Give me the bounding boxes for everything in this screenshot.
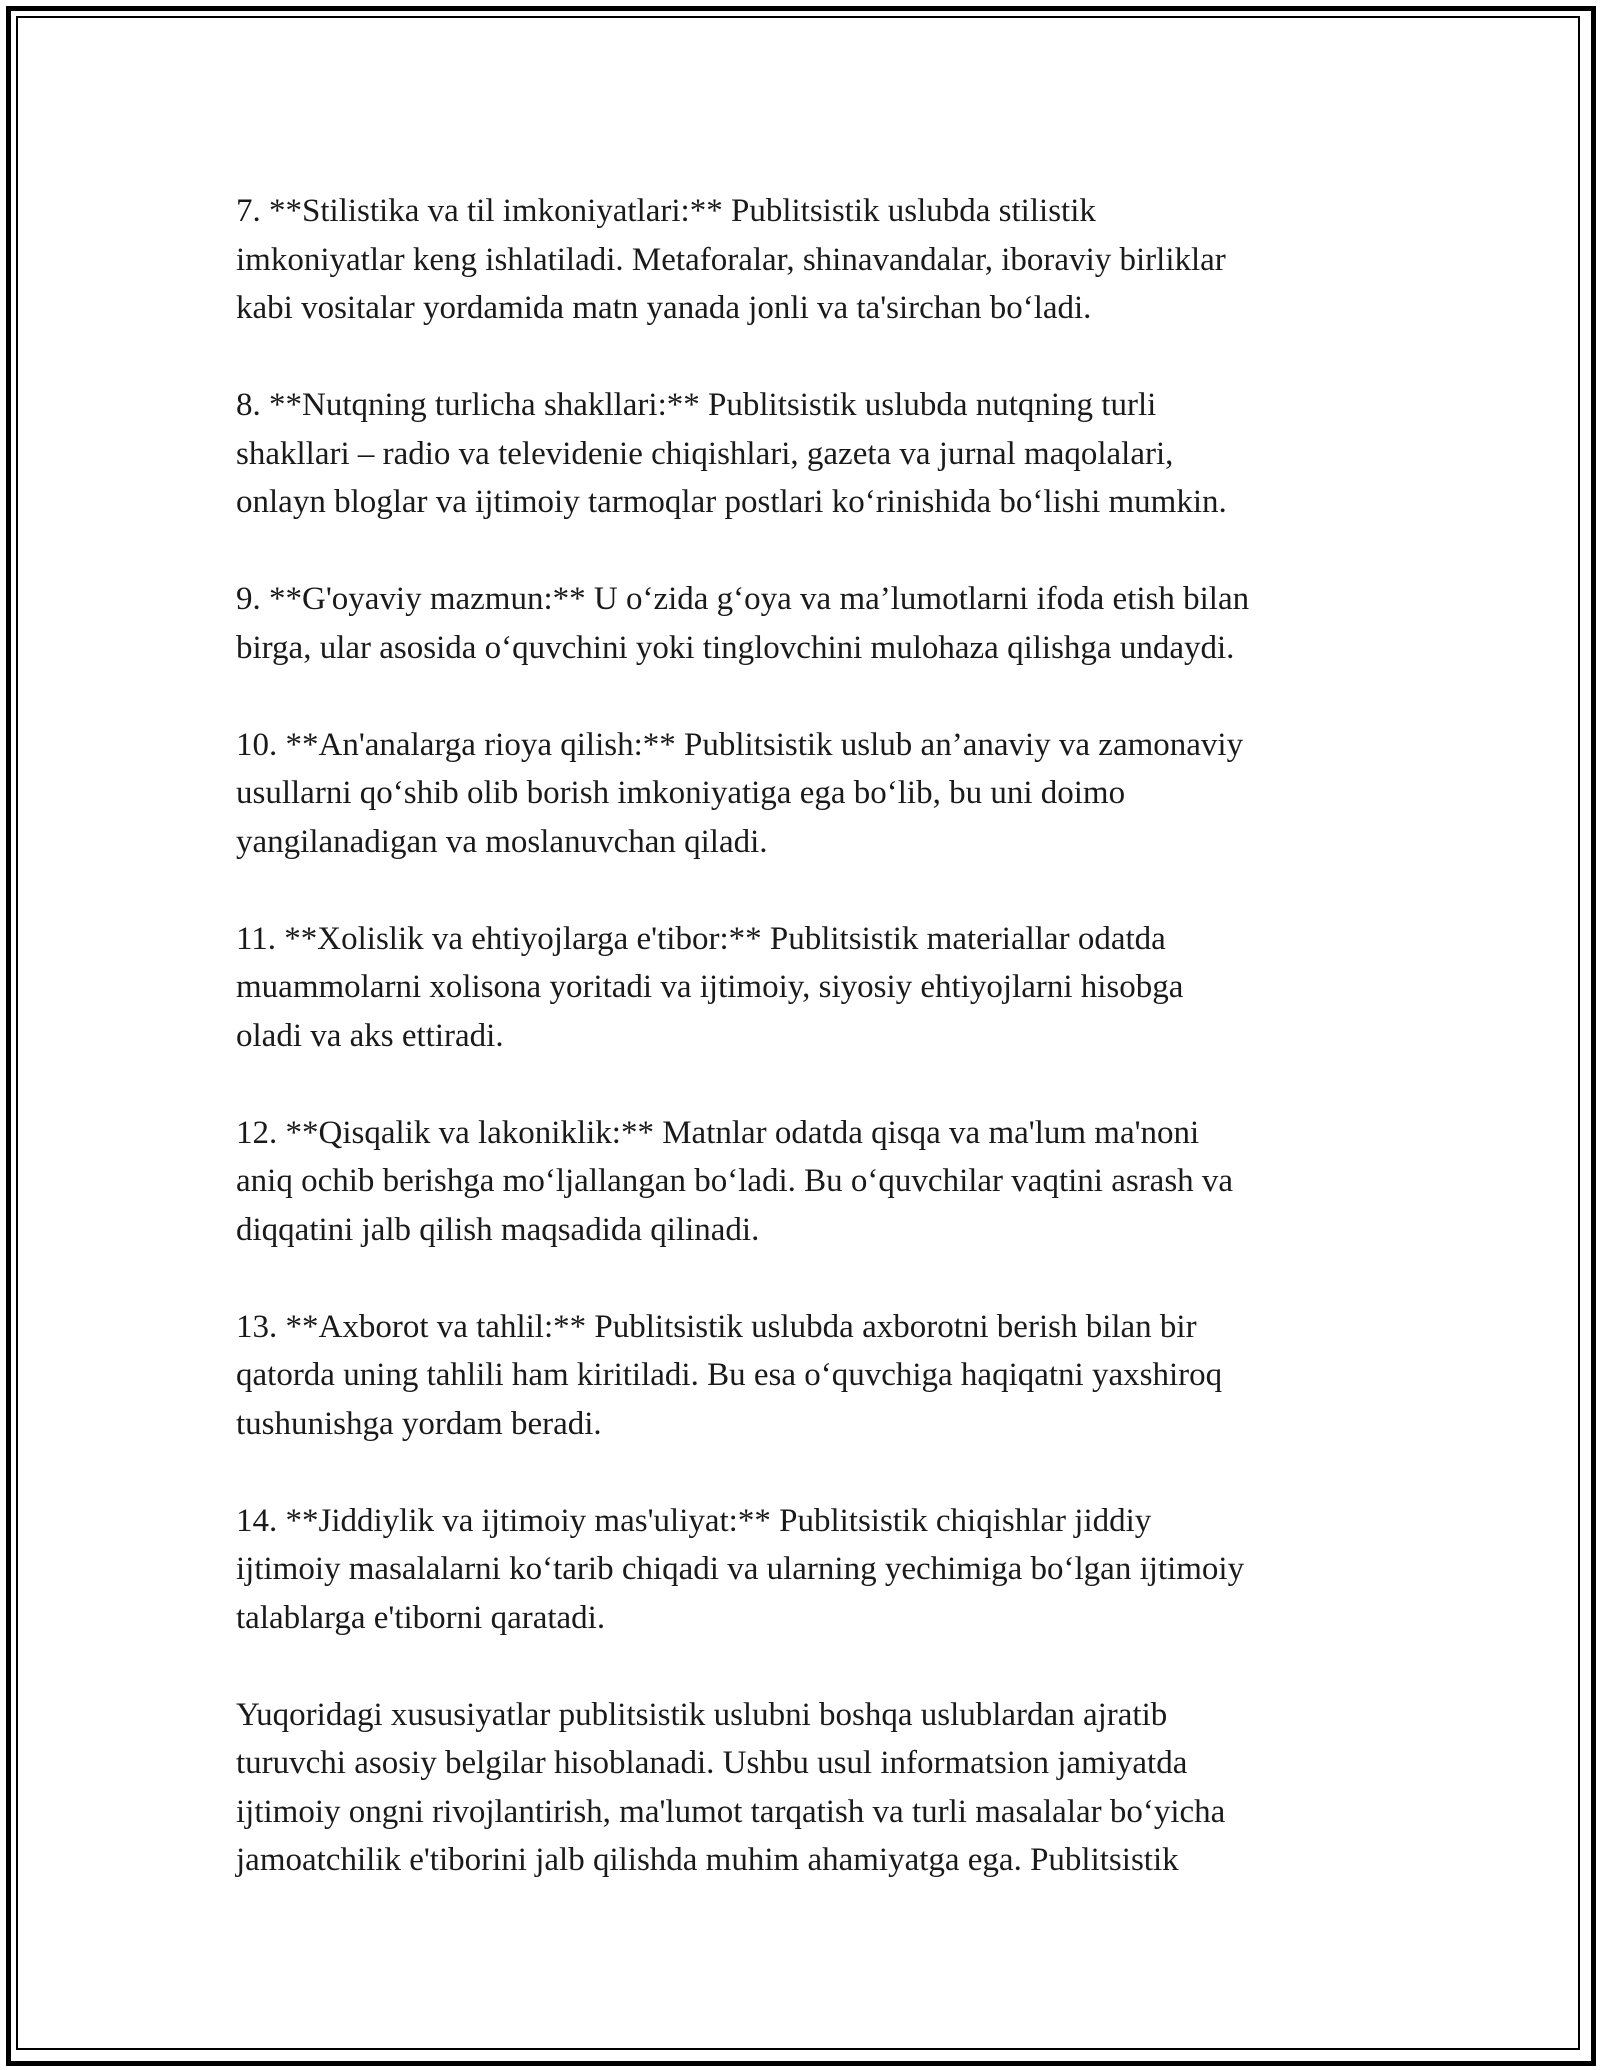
text-line: tushunishga yordam beradi. (236, 1405, 602, 1442)
text-line: Yuqoridagi xususiyatlar publitsistik uslubni boshqa uslublardan ajratib (236, 1696, 1168, 1733)
text-line: onlayn bloglar va ijtimoiy tarmoqlar postlari ko‘rinishida bo‘lishi mumkin. (236, 484, 1227, 520)
text-line: 8. **Nutqning turlicha shakllari:** Publitsistik uslubda nutqning turli (236, 387, 1157, 423)
text-line: qatorda uning tahlili ham kiritiladi. Bu esa o‘quvchiga haqiqatni yaxshiroq (236, 1357, 1223, 1393)
text-line: 13. **Axborot va tahlil:** Publitsistik uslubda axborotni berish bilan bir (236, 1308, 1197, 1345)
text-line: 11. **Xolislik va ehtiyojlarga e'tibor:** Publitsistik materiallar odatda (236, 920, 1166, 957)
text-line: 12. **Qisqalik va lakoniklik:** Matnlar odatda qisqa va ma'lum ma'noni (236, 1114, 1200, 1151)
text-line: 10. **An'analarga rioya qilish:** Publitsistik uslub an’anaviy va zamonaviy (236, 726, 1244, 763)
text-line: ijtimoiy ongni rivojlantirish, ma'lumot tarqatish va turli masalalar bo‘yicha (236, 1793, 1226, 1830)
list-item-paragraph (236, 1497, 1406, 1643)
text-line: imkoniyatlar keng ishlatiladi. Metaforalar, shinavandalar, iboraviy birliklar (236, 241, 1226, 278)
text-line: jamoatchilik e'tiborini jalb qilishda muhim ahamiyatga ega. Publitsistik (236, 1842, 1179, 1878)
text-line: oladi va aks ettiradi. (236, 1017, 504, 1054)
document-body (236, 187, 1406, 1885)
list-item-paragraph (236, 575, 1406, 672)
list-item-paragraph (236, 187, 1406, 333)
text-line: birga, ular asosida o‘quvchini yoki tinglovchini mulohaza qilishga undaydi. (236, 629, 1235, 666)
list-item-paragraph (236, 721, 1406, 867)
text-line: 14. **Jiddiylik va ijtimoiy mas'uliyat:** Publitsistik chiqishlar jiddiy (236, 1502, 1152, 1539)
text-line: talablarga e'tiborni qaratadi. (236, 1599, 606, 1636)
text-line: 9. **G'oyaviy mazmun:** U o‘zida g‘oya va ma’lumotlarni ifoda etish bilan (236, 581, 1250, 617)
text-line: shakllari – radio va televidenie chiqishlari, gazeta va jurnal maqolalari, (236, 435, 1174, 472)
list-item-paragraph (236, 1109, 1406, 1255)
text-line: ijtimoiy masalalarni ko‘tarib chiqadi va ularning yechimiga bo‘lgan ijtimoiy (236, 1551, 1245, 1587)
text-line: aniq ochib berishga mo‘ljallangan bo‘ladi. Bu o‘quvchilar vaqtini asrash va (236, 1163, 1234, 1199)
list-item-paragraph (236, 1303, 1406, 1449)
list-item-paragraph (236, 915, 1406, 1061)
text-line: yangilanadigan va moslanuvchan qiladi. (236, 823, 768, 860)
text-line: usullarni qo‘shib olib borish imkoniyatiga ega bo‘lib, bu uni doimo (236, 775, 1126, 811)
text-line: diqqatini jalb qilish maqsadida qilinadi. (236, 1211, 760, 1248)
text-line: 7. **Stilistika va til imkoniyatlari:** Publitsistik uslubda stilistik (236, 193, 1096, 229)
text-line: turuvchi asosiy belgilar hisoblanadi. Ushbu usul informatsion jamiyatda (236, 1745, 1188, 1781)
text-line: muammolarni xolisona yoritadi va ijtimoiy, siyosiy ehtiyojlarni hisobga (236, 969, 1184, 1005)
summary-paragraph (236, 1691, 1406, 1885)
text-line: kabi vositalar yordamida matn yanada jonli va ta'sirchan bo‘ladi. (236, 290, 1092, 326)
list-item-paragraph (236, 381, 1406, 527)
